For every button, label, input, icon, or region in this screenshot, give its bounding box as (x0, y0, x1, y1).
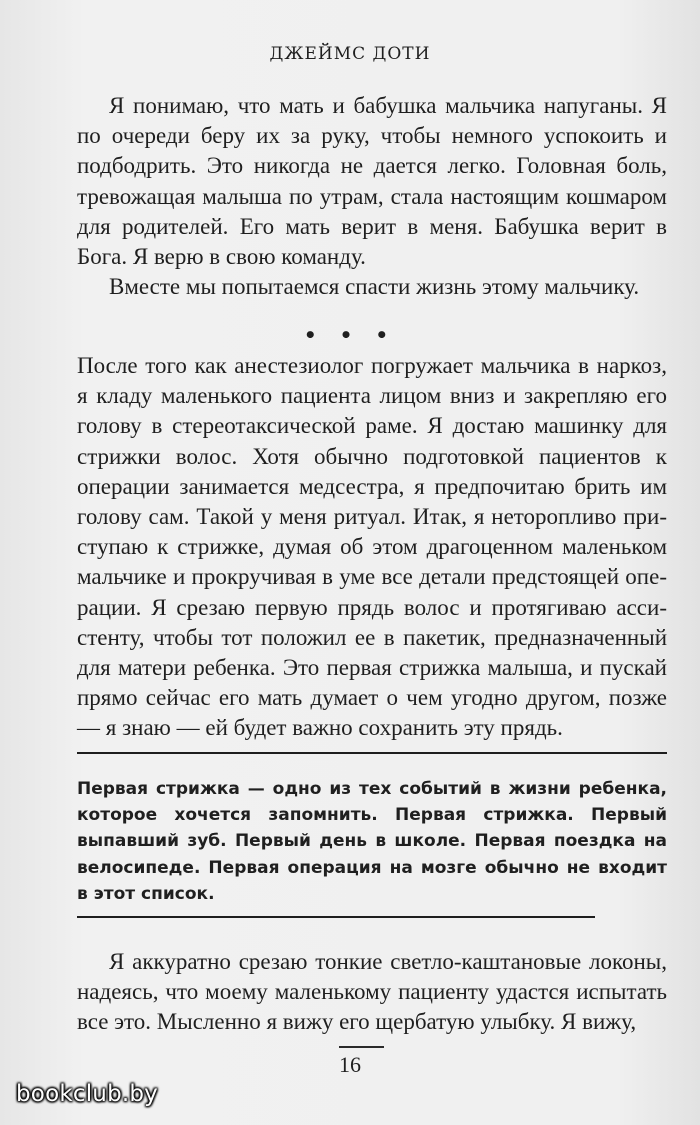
pullquote-bottom-rule (77, 916, 595, 918)
running-head: ДЖЕЙМС ДОТИ (269, 44, 431, 64)
text-section-b (77, 351, 667, 744)
section-separator: • • • (303, 323, 397, 347)
paragraph: После того как анестезиолог погружает мальчика в наркоз, я кладу маленького пациента лицом вниз и закрепляю его голову в стереотаксической раме. Я достаю машинку для стрижки волос. Хотя обычно подготовкой пациентов к операции занимается медсестра, я предпочитаю брить им голову сам. Такой у меня ритуал. Итак, я неторопливо приступаю к стрижке, думая об этом драгоценном маленьком мальчике и прокручивая в уме все детали предстоящей операции. Я срезаю первую прядь волос и протягиваю ассистенту, чтобы тот положил ее в пакетик, предназначенный для матери ребенка. Это первая стрижка малыша, и пускай прямо сейчас его мать думает о чем угодно другом, позже — я знаю — ей будет важно сохранить эту прядь. (77, 353, 667, 741)
text-section-a (77, 91, 667, 302)
pullquote-top-rule (77, 752, 667, 754)
pullquote: Первая стрижка — одно из тех событий в жизни ребенка, которое хочется запомнить. Первая стрижка. Первый выпавший зуб. Первый день в школе. Первая поездка на велосипеде. Первая операция на мозге обычно не входит в этот список. (77, 779, 667, 904)
page-number-rule (339, 1046, 384, 1048)
paragraph: Я понимаю, что мать и бабушка мальчика напуганы. Я по очереди беру их за руку, чтобы немного успокоить и подбодрить. Это никогда не дается легко. Головная боль, тревожащая малыша по утрам, стала настоящим кошмаром для родителей. Его мать верит в меня. Бабушка верит в Бога. Я верю в свою команду. (77, 93, 667, 270)
paragraph: Я аккуратно срезаю тонкие светло-каштановые локоны, надеясь, что моему маленькому пациенту удастся испытать все это. Мысленно я вижу его щербатую улыбку. Я вижу, (77, 949, 667, 1035)
watermark-logo: bookclub.by (16, 1081, 158, 1107)
text-section-c (77, 947, 667, 1038)
paragraph: Вместе мы попытаемся спасти жизнь этому мальчику. (109, 274, 640, 300)
page-number: 16 (339, 1052, 361, 1077)
